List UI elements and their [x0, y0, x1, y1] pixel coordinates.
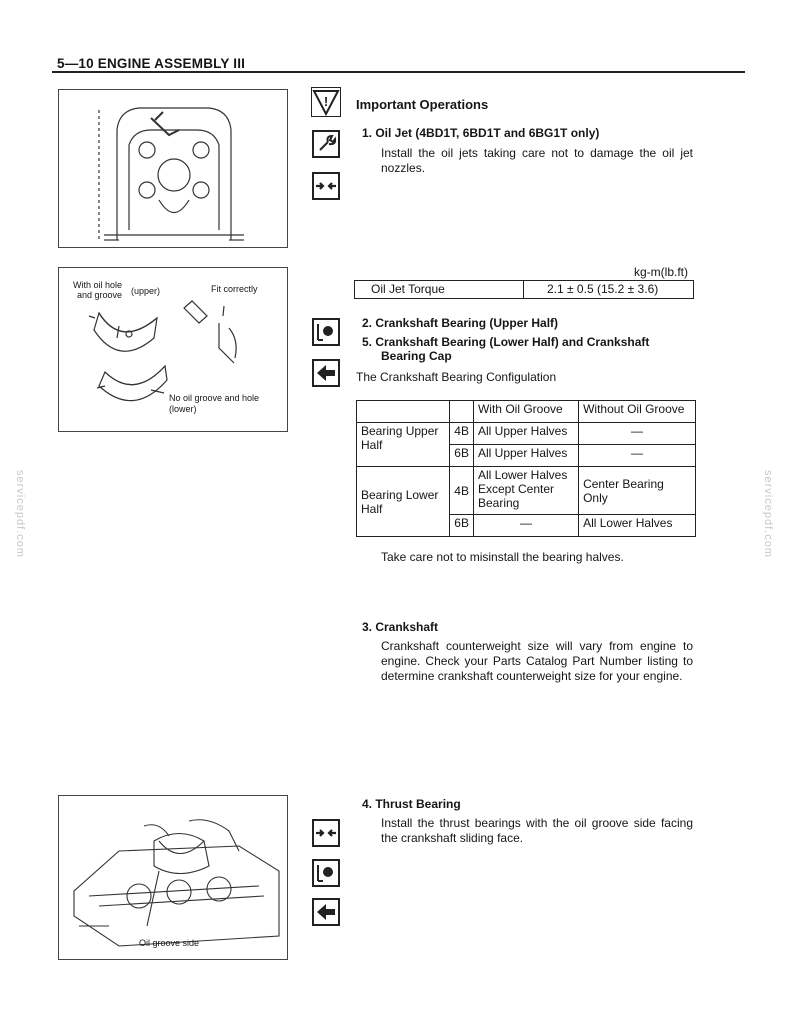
oil-jet-illustration — [59, 90, 287, 247]
left-arrow-icon-2 — [312, 898, 340, 926]
watermark-right: servicepdf.com — [762, 470, 774, 558]
lower-4b-without: Center Bearing Only — [579, 467, 696, 515]
torque-label: Oil Jet Torque — [371, 282, 445, 296]
inspect-icon — [312, 318, 340, 346]
col-without-oil-groove: Without Oil Groove — [579, 401, 696, 423]
table-header-blank-2 — [450, 401, 474, 423]
left-arrow-icon — [312, 359, 340, 387]
bearing-halves-figure — [58, 267, 288, 432]
crank-bearing-upper-heading: 2. Crankshaft Bearing (Upper Half) — [362, 316, 559, 330]
crankshaft-body: Crankshaft counterweight size will vary from engine to engine. Check your Parts Catalog Part Number listing to determine crankshaft counterweight size for your engine. — [381, 639, 693, 683]
engine-6b-lower: 6B — [450, 515, 474, 537]
thrust-bearing-illustration — [59, 796, 287, 959]
engine-6b: 6B — [450, 445, 474, 467]
header-rule — [52, 71, 745, 73]
svg-text:!: ! — [323, 94, 329, 109]
row-bearing-lower-half: Bearing Lower Half — [357, 467, 450, 537]
crank-bearing-lower-heading: 5. Crankshaft Bearing (Lower Half) and Crankshaft — [362, 335, 650, 349]
oil-jet-heading: 1. Oil Jet (4BD1T, 6BD1T and 6BG1T only) — [362, 126, 600, 140]
fit-correctly-label: Fit correctly — [211, 284, 258, 294]
torque-table — [354, 280, 694, 299]
oil-jet-body: Install the oil jets taking care not to damage the oil jet nozzles. — [381, 146, 693, 175]
important-operations-title: Important Operations — [356, 97, 489, 112]
page-header: 5—10 ENGINE ASSEMBLY III — [57, 56, 246, 71]
lower-label: (lower) — [169, 404, 197, 414]
engine-4b: 4B — [450, 423, 474, 445]
with-oil-hole-label: With oil hole — [73, 280, 123, 290]
thrust-bearing-heading: 4. Thrust Bearing — [362, 797, 461, 811]
config-title: The Crankshaft Bearing Configulation — [356, 370, 557, 384]
upper-6b-with: All Upper Halves — [473, 445, 578, 467]
inspect-icon-2 — [312, 859, 340, 887]
crank-bearing-cap-heading: Bearing Cap — [381, 349, 452, 363]
no-oil-groove-label: No oil groove and hole — [169, 393, 260, 403]
table-header-blank — [357, 401, 450, 423]
lower-4b-with: All Lower Halves Except Center Bearing — [473, 467, 578, 515]
upper-4b-with: All Upper Halves — [473, 423, 578, 445]
torque-unit: kg-m(lb.ft) — [634, 265, 688, 279]
row-bearing-upper-half: Bearing Upper Half — [357, 423, 450, 467]
bearing-config-table — [356, 400, 696, 537]
important-icon — [311, 87, 341, 117]
thrust-bearing-figure — [58, 795, 288, 960]
thrust-bearing-body: Install the thrust bearings with the oil groove side facing the crankshaft sliding face. — [381, 816, 693, 845]
upper-label: (upper) — [131, 286, 161, 296]
engine-4b-lower: 4B — [450, 467, 474, 515]
install-arrows-icon-2 — [312, 819, 340, 847]
upper-4b-without: — — [579, 423, 696, 445]
misinstall-note: Take care not to misinstall the bearing halves. — [381, 550, 624, 564]
torque-value: 2.1 ± 0.5 (15.2 ± 3.6) — [547, 282, 659, 296]
and-groove-label: and groove — [77, 290, 123, 300]
upper-6b-without: — — [579, 445, 696, 467]
oil-groove-side-caption: Oil groove side — [139, 938, 200, 948]
col-with-oil-groove: With Oil Groove — [473, 401, 578, 423]
watermark-left: servicepdf.com — [14, 470, 26, 558]
crankshaft-heading: 3. Crankshaft — [362, 620, 439, 634]
wrench-icon — [312, 130, 340, 158]
install-arrows-icon — [312, 172, 340, 200]
lower-6b-with: — — [473, 515, 578, 537]
oil-jet-figure — [58, 89, 288, 248]
lower-6b-without: All Lower Halves — [579, 515, 696, 537]
